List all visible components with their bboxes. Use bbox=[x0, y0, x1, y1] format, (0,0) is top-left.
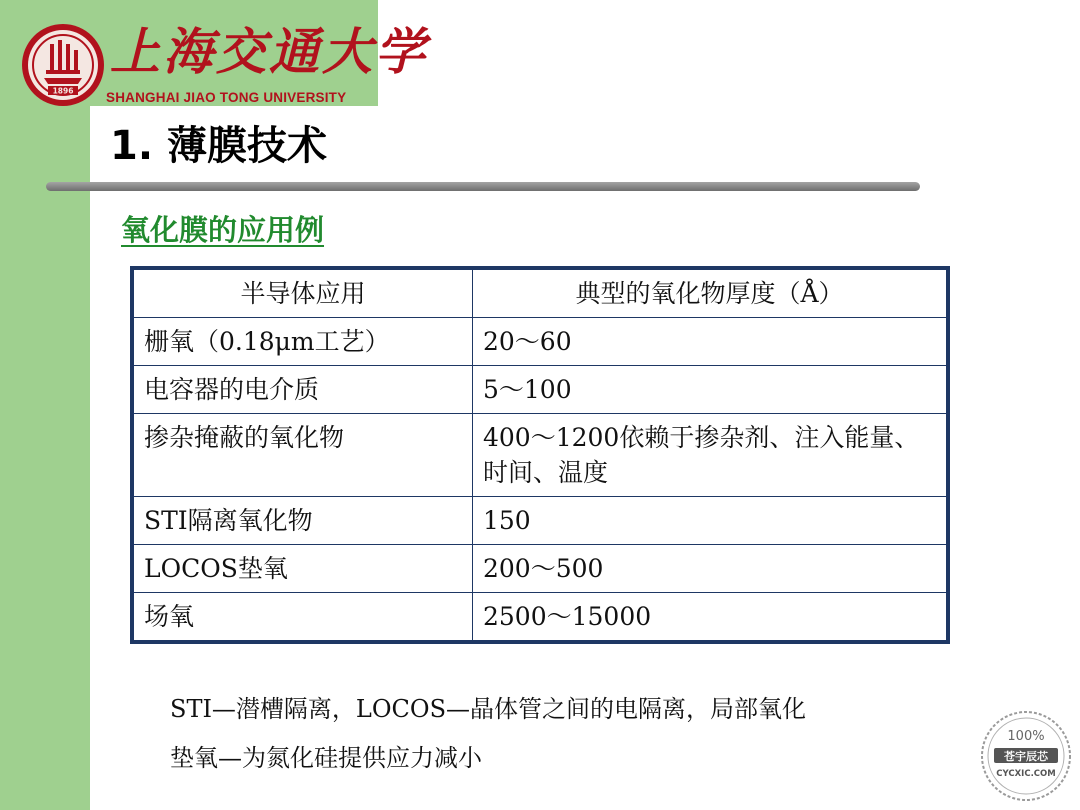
table-row bbox=[132, 366, 948, 414]
application-cell: 电容器的电介质 bbox=[132, 366, 473, 414]
seal-year: 1896 bbox=[52, 86, 74, 96]
table-row bbox=[132, 545, 948, 593]
thickness-cell: 400～1200依赖于掺杂剂、注入能量、时间、温度 bbox=[473, 414, 949, 497]
watermark-stamp-icon bbox=[980, 710, 1072, 802]
application-cell: 场氧 bbox=[132, 593, 473, 643]
application-cell: 掺杂掩蔽的氧化物 bbox=[132, 414, 473, 497]
section-heading: 氧化膜的应用例 bbox=[121, 213, 325, 247]
thickness-cell: 20～60 bbox=[473, 318, 949, 366]
watermark-percent: 100% bbox=[1007, 729, 1045, 744]
application-cell: STI隔离氧化物 bbox=[132, 497, 473, 545]
footnote-sti-locos: STI—潜槽隔离，LOCOS—晶体管之间的电隔离，局部氧化 bbox=[170, 695, 807, 723]
thickness-cell: 2500～15000 bbox=[473, 593, 949, 643]
title-divider bbox=[46, 182, 920, 191]
page-title: 1. 薄膜技术 bbox=[110, 123, 327, 169]
oxide-thickness-table bbox=[130, 266, 950, 644]
watermark-domain: CYCXIC.COM bbox=[996, 769, 1056, 779]
table-header-row bbox=[132, 268, 948, 318]
left-green-band bbox=[0, 0, 90, 810]
university-seal-icon bbox=[20, 22, 106, 108]
application-cell: LOCOS垫氧 bbox=[132, 545, 473, 593]
university-name-cn: 上海交通大学 bbox=[110, 22, 428, 81]
thickness-cell: 150 bbox=[473, 497, 949, 545]
column-header-thickness: 典型的氧化物厚度（Å） bbox=[473, 268, 949, 318]
footnote-pad-oxide: 垫氧—为氮化硅提供应力减小 bbox=[170, 744, 482, 772]
watermark-name: 苍宇辰芯 bbox=[1004, 750, 1048, 763]
column-header-application: 半导体应用 bbox=[132, 268, 473, 318]
table-row bbox=[132, 593, 948, 643]
table-row bbox=[132, 318, 948, 366]
thickness-cell: 5～100 bbox=[473, 366, 949, 414]
table-row bbox=[132, 497, 948, 545]
thickness-cell: 200～500 bbox=[473, 545, 949, 593]
table-row bbox=[132, 414, 948, 497]
application-cell: 栅氧（0.18μm工艺） bbox=[132, 318, 473, 366]
university-name-en: SHANGHAI JIAO TONG UNIVERSITY bbox=[106, 90, 347, 105]
